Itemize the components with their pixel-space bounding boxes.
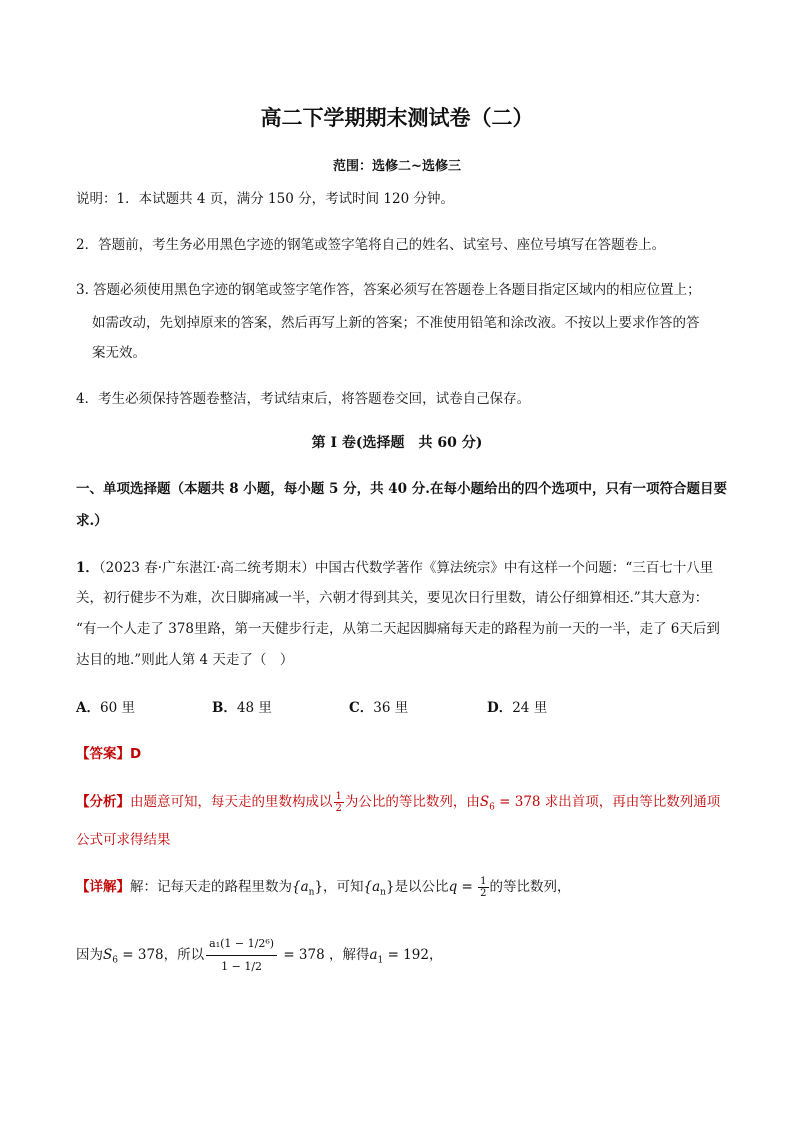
detail-label: 【详解】 bbox=[76, 879, 130, 895]
analysis-line-1: 【分析】由题意可知，每天走的里数构成以 $\frac{1}{2}$ 为公比的等比数列，由$S_6 = 378$ 求出首项，再由等比数列通项 bbox=[76, 791, 721, 814]
note-3-line-1: 3. 答题必须使用黑色字迹的钢笔或签字笔作答，答案必须写在答题卷上各题目指定区域内的相应位置上； bbox=[76, 282, 701, 298]
answer-value: D bbox=[130, 746, 142, 762]
note-2: 2．答题前，考生务必用黑色字迹的钢笔或签字笔将自己的姓名、试室号、座位号填写在答题卷上。 bbox=[76, 237, 666, 253]
detail-line-2: 因为$S_6 = 378$，所以 $\frac{\text{a₁(1 − 1/2⁶)}}{1 - 1/2}$ = 378 ，解得$a_1 = 192$， bbox=[76, 934, 442, 977]
option-a: A．60 里 bbox=[76, 700, 135, 716]
ratio-fraction: $\frac{1}{2}$ bbox=[335, 791, 342, 814]
question-line-3: “有一个人走了 378里路，第一天健步行走，从第二天起因脚痛每天走的路程为前一天的一半，走了 6天后到 bbox=[76, 621, 720, 637]
section-title: 第 I 卷(选择题 共 60 分) bbox=[311, 435, 483, 451]
detail-line-1: 【详解】解：记每天走的路程里数为$\{a_n\}$，可知$\{a_n\}$是以公比q = $\frac{1}{2}$ 的等比数列， bbox=[76, 876, 571, 899]
question-line-1 bbox=[76, 558, 713, 578]
option-d: D．24 里 bbox=[487, 700, 548, 716]
answer-label: 【答案】 bbox=[76, 746, 130, 762]
question-number: 1． bbox=[76, 560, 99, 576]
part-heading-line-1: 一、单项选择题（本题共 8 小题，每小题 5 分，共 40 分.在每小题给出的四个选项中，只有一项符合题目要 bbox=[76, 481, 727, 497]
analysis-line-2: 公式可求得结果 bbox=[76, 832, 171, 848]
question-line-4: 达目的地.”则此人第 4 天走了（ ） bbox=[76, 652, 294, 668]
answer bbox=[76, 742, 141, 762]
part-heading-line-2: 求.） bbox=[76, 513, 108, 529]
sum-formula-fraction: $\frac{\text{a₁(1 − 1/2⁶)}}{1 - 1/2}$ bbox=[206, 934, 277, 977]
question-line-2: 关，初行健步不为难，次日脚痛减一半，六朝才得到其关，要见次日行里数，请公仔细算相还.”其大意为： bbox=[76, 590, 709, 606]
note-3-line-3: 案无效。 bbox=[92, 345, 146, 361]
option-c: C．36 里 bbox=[349, 700, 409, 716]
note-4: 4．考生必须保持答题卷整洁，考试结束后，将答题卷交回，试卷自己保存。 bbox=[76, 391, 531, 407]
option-b: B．48 里 bbox=[212, 700, 272, 716]
analysis-label: 【分析】 bbox=[76, 794, 130, 810]
note-3-line-2: 如需改动，先划掉原来的答案，然后再写上新的答案；不准使用铅笔和涂改液。不按以上要求作答的答 bbox=[92, 315, 700, 331]
question-source: （2023 春·广东湛江·高二统考期末） bbox=[98, 560, 315, 576]
note-1: 说明：1．本试题共 4 页，满分 150 分，考试时间 120 分钟。 bbox=[76, 191, 454, 207]
page-title: 高二下学期期末测试卷（二） bbox=[260, 106, 534, 130]
q-fraction: $\frac{1}{2}$ bbox=[480, 876, 487, 899]
page-subtitle: 范围：选修二~选修三 bbox=[333, 159, 461, 174]
question-text-1: 中国古代数学著作《算法统宗》中有这样一个问题：“三百七十八里 bbox=[314, 560, 714, 576]
